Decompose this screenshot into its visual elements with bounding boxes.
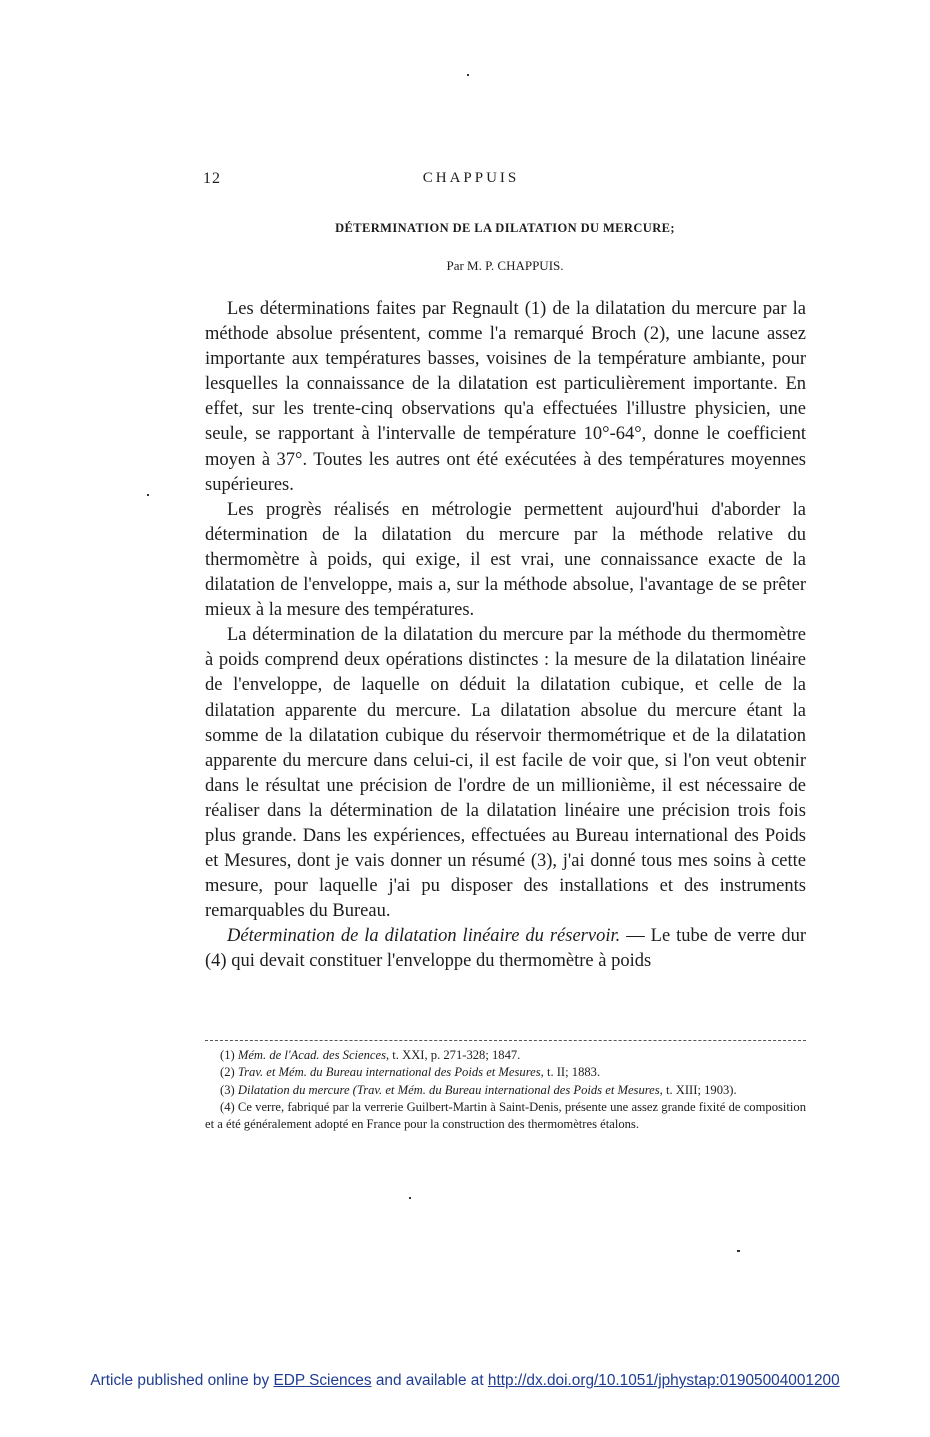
publisher-notice	[0, 1372, 930, 1390]
footnote-1-mark: (1)	[220, 1048, 235, 1062]
publisher-link[interactable]: EDP Sciences	[273, 1372, 372, 1389]
doi-link[interactable]: http://dx.doi.org/10.1051/jphystap:01905004001200	[487, 1372, 840, 1389]
scan-speck-right	[737, 1250, 740, 1252]
footnote-4-text: Ce verre, fabriqué par la verrerie Guilbert-Martin à Saint-Denis, présente une assez grande fixité de composition et a été généralement adopté en France pour la construction des thermomètres étalons.	[205, 1099, 806, 1132]
footnote-2	[205, 1064, 806, 1081]
paragraph-3	[205, 623, 806, 924]
scan-speck-bottom	[409, 1197, 411, 1199]
paragraph-4	[205, 924, 806, 974]
footnote-ref-4: (4)	[205, 951, 227, 972]
section-heading-inline: Détermination de la dilatation linéaire du réservoir.	[227, 926, 621, 947]
footnote-3-details: t. XIII; 1903).	[662, 1082, 737, 1097]
footnote-1	[205, 1047, 806, 1064]
paragraph-4-text-b: qui devait constituer l'enveloppe du thermomètre à poids	[226, 951, 652, 972]
footnotes	[205, 1047, 806, 1133]
footnote-3-mark: (3)	[220, 1082, 235, 1097]
article-title: DÉTERMINATION DE LA DILATATION DU MERCURE;	[335, 221, 675, 235]
paragraph-1-text-c: , une lacune assez importante aux températures basses, voisines de la température ambiante, pour lesquelles la connaissance de la dilatation est particulièrement importante. En effet, sur les trente-cinq observations qu'a effectuées l'illustre physicien, une seule, se rapportant à l'intervalle de température 10°-64°, donne le coefficient moyen à 37°. Toutes les autres ont été exécutées à des températures moyennes supérieures.	[205, 324, 806, 495]
footnote-2-details: t. II; 1883.	[543, 1065, 601, 1080]
footnote-3	[205, 1082, 806, 1099]
footnote-2-mark: (2)	[220, 1065, 235, 1080]
paragraph-3-text-b: , j'ai donné tous mes soins à cette mesure, pour laquelle j'ai pu disposer des installations et des instruments remarquables du Bureau.	[205, 851, 806, 922]
paragraph-3-text-a: La détermination de la dilatation du mercure par la méthode du thermomètre à poids comprend deux opérations distinctes : la mesure de la dilatation linéaire de l'enveloppe, de laquelle on déduit la dilatation cubique, et celle de la dilatation apparente du mercure. La dilatation absolue du mercure étant la somme de la dilatation cubique du réservoir thermométrique et de la dilatation apparente du mercure dans celui-ci, il est facile de voir que, si l'on veut obtenir dans le résultat une précision de l'ordre de un millionième, il est nécessaire de réaliser dans la détermination de la dilatation linéaire une précision trois fois plus grande. Dans les expériences, effectuées au Bureau international des Poids et Mesures, dont je vais donner un résumé	[205, 625, 806, 872]
footnote-4-mark: (4)	[220, 1099, 235, 1114]
footnote-3-citation: Dilatation du mercure (Trav. et Mém. du Bureau international des Poids et Mesures,	[237, 1082, 663, 1097]
page-number: 12	[203, 170, 221, 187]
paragraph-1-text-b: de la dilatation du mercure par la méthode absolue présentent, comme l'a remarqué Broch	[205, 299, 806, 345]
footnote-1-citation: Mém. de l'Acad. des Sciences,	[237, 1048, 390, 1062]
footnote-1-details: t. XXI, p. 271-328; 1847.	[389, 1048, 521, 1062]
footnote-2-citation: Trav. et Mém. du Bureau international des Poids et Mesures,	[237, 1065, 544, 1080]
paragraph-4-text-a: — Le tube de verre dur	[620, 926, 806, 947]
paragraph-1	[205, 297, 806, 498]
scan-speck-left	[147, 494, 149, 496]
footnote-4	[205, 1099, 806, 1134]
scan-speck-top	[467, 74, 469, 76]
footnote-ref-3: (3)	[530, 851, 553, 872]
article-byline: Par M. P. CHAPPUIS.	[446, 258, 564, 273]
article-body	[205, 297, 806, 975]
running-head: CHAPPUIS	[422, 170, 520, 186]
footnote-ref-2: (2)	[643, 324, 666, 345]
footnote-separator	[205, 1040, 806, 1041]
footnote-ref-1: (1)	[524, 299, 547, 319]
publisher-notice-middle: and available at	[371, 1372, 488, 1389]
paragraph-2: Les progrès réalisés en métrologie permettent aujourd'hui d'aborder la détermination de la dilatation du mercure par la méthode relative du thermomètre à poids, qui exige, il est vrai, une connaissance exacte de la dilatation de l'enveloppe, mais a, sur la méthode absolue, l'avantage de se prêter mieux à la mesure des températures.	[205, 499, 806, 621]
publisher-notice-prefix: Article published online by	[90, 1372, 274, 1389]
paragraph-1-text-a: Les déterminations faites par Regnault	[227, 299, 525, 319]
